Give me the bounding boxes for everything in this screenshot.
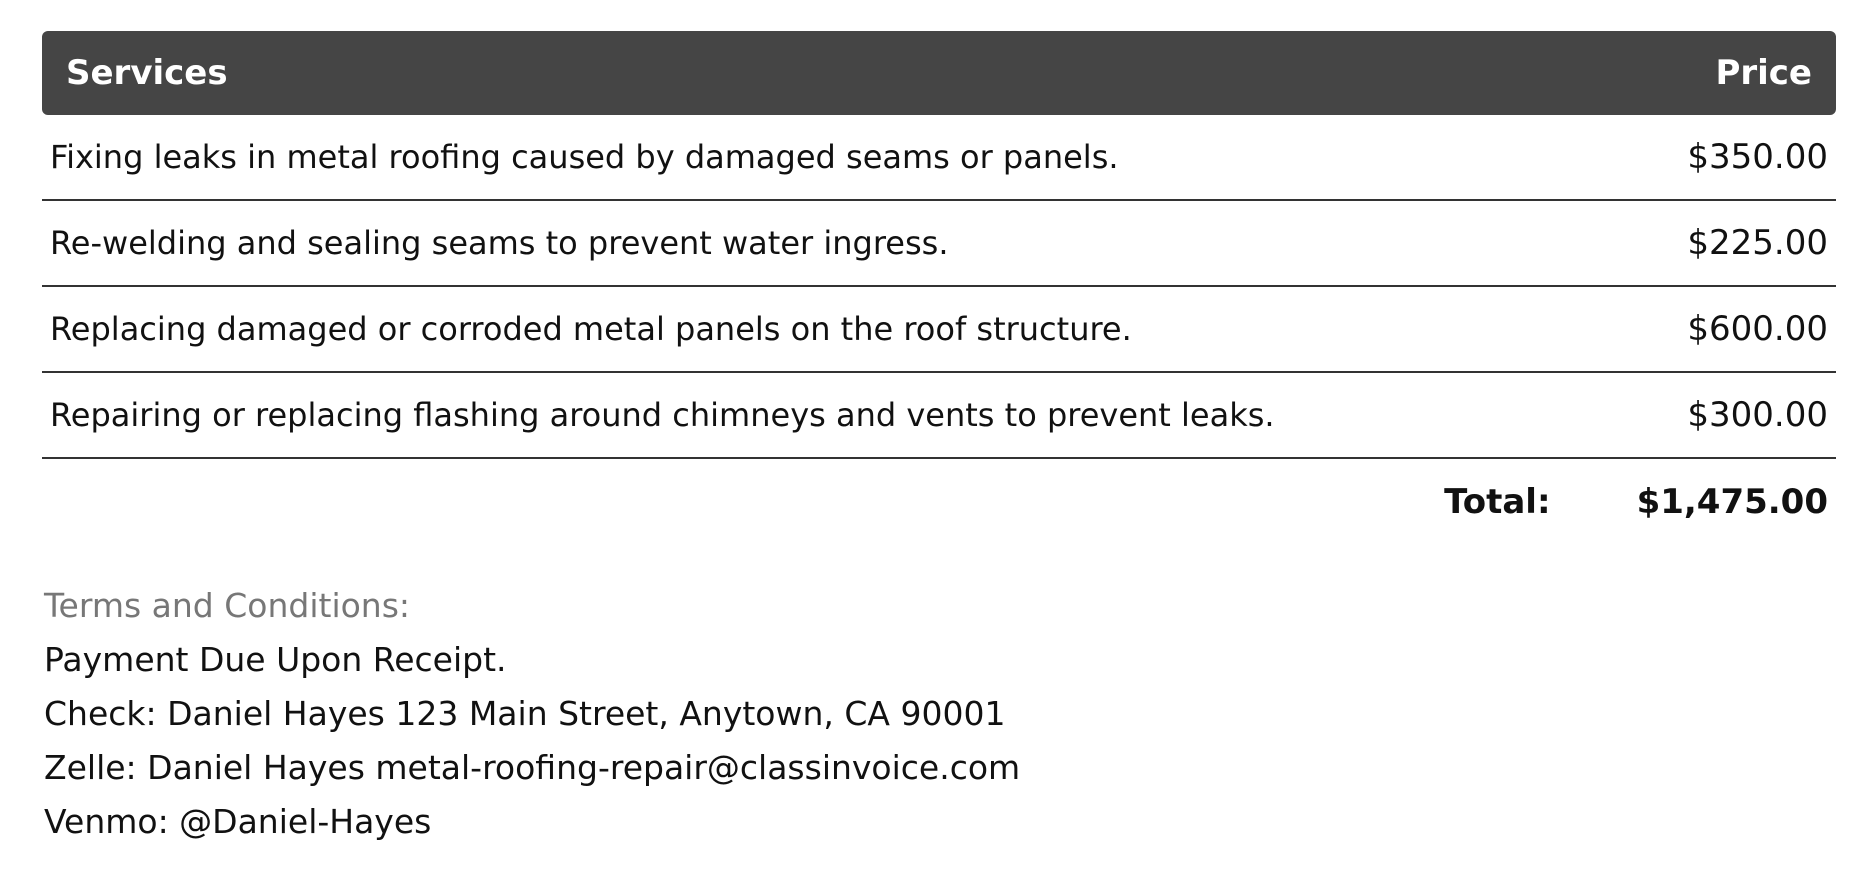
price-column-header: Price bbox=[1715, 53, 1812, 93]
terms-check-info: Check: Daniel Hayes 123 Main Street, Anytown, CA 90001 bbox=[44, 694, 1006, 733]
service-row bbox=[42, 201, 1836, 287]
service-row bbox=[42, 373, 1836, 459]
service-price: $350.00 bbox=[1687, 137, 1828, 177]
terms-and-conditions bbox=[44, 579, 1020, 849]
total-label: Total: bbox=[1444, 482, 1551, 522]
terms-payment-due: Payment Due Upon Receipt. bbox=[44, 640, 507, 679]
service-rows bbox=[42, 115, 1836, 459]
total-value: $1,475.00 bbox=[1636, 482, 1828, 522]
service-price: $225.00 bbox=[1687, 223, 1828, 263]
terms-zelle-info: Zelle: Daniel Hayes metal-roofing-repair@classinvoice.com bbox=[44, 748, 1021, 787]
services-column-header: Services bbox=[66, 53, 228, 93]
service-description: Fixing leaks in metal roofing caused by damaged seams or panels. bbox=[50, 138, 1119, 176]
service-price: $300.00 bbox=[1687, 395, 1828, 435]
service-row bbox=[42, 287, 1836, 373]
invoice-services-table bbox=[42, 31, 1836, 545]
service-row bbox=[42, 115, 1836, 201]
total-row bbox=[42, 459, 1836, 545]
service-price: $600.00 bbox=[1687, 309, 1828, 349]
service-description: Re-welding and sealing seams to prevent water ingress. bbox=[50, 224, 949, 262]
terms-title: Terms and Conditions: bbox=[44, 586, 411, 625]
service-description: Replacing damaged or corroded metal panels on the roof structure. bbox=[50, 310, 1132, 348]
terms-venmo-info: Venmo: @Daniel-Hayes bbox=[44, 802, 432, 841]
service-description: Repairing or replacing flashing around chimneys and vents to prevent leaks. bbox=[50, 396, 1275, 434]
table-header bbox=[42, 31, 1836, 115]
